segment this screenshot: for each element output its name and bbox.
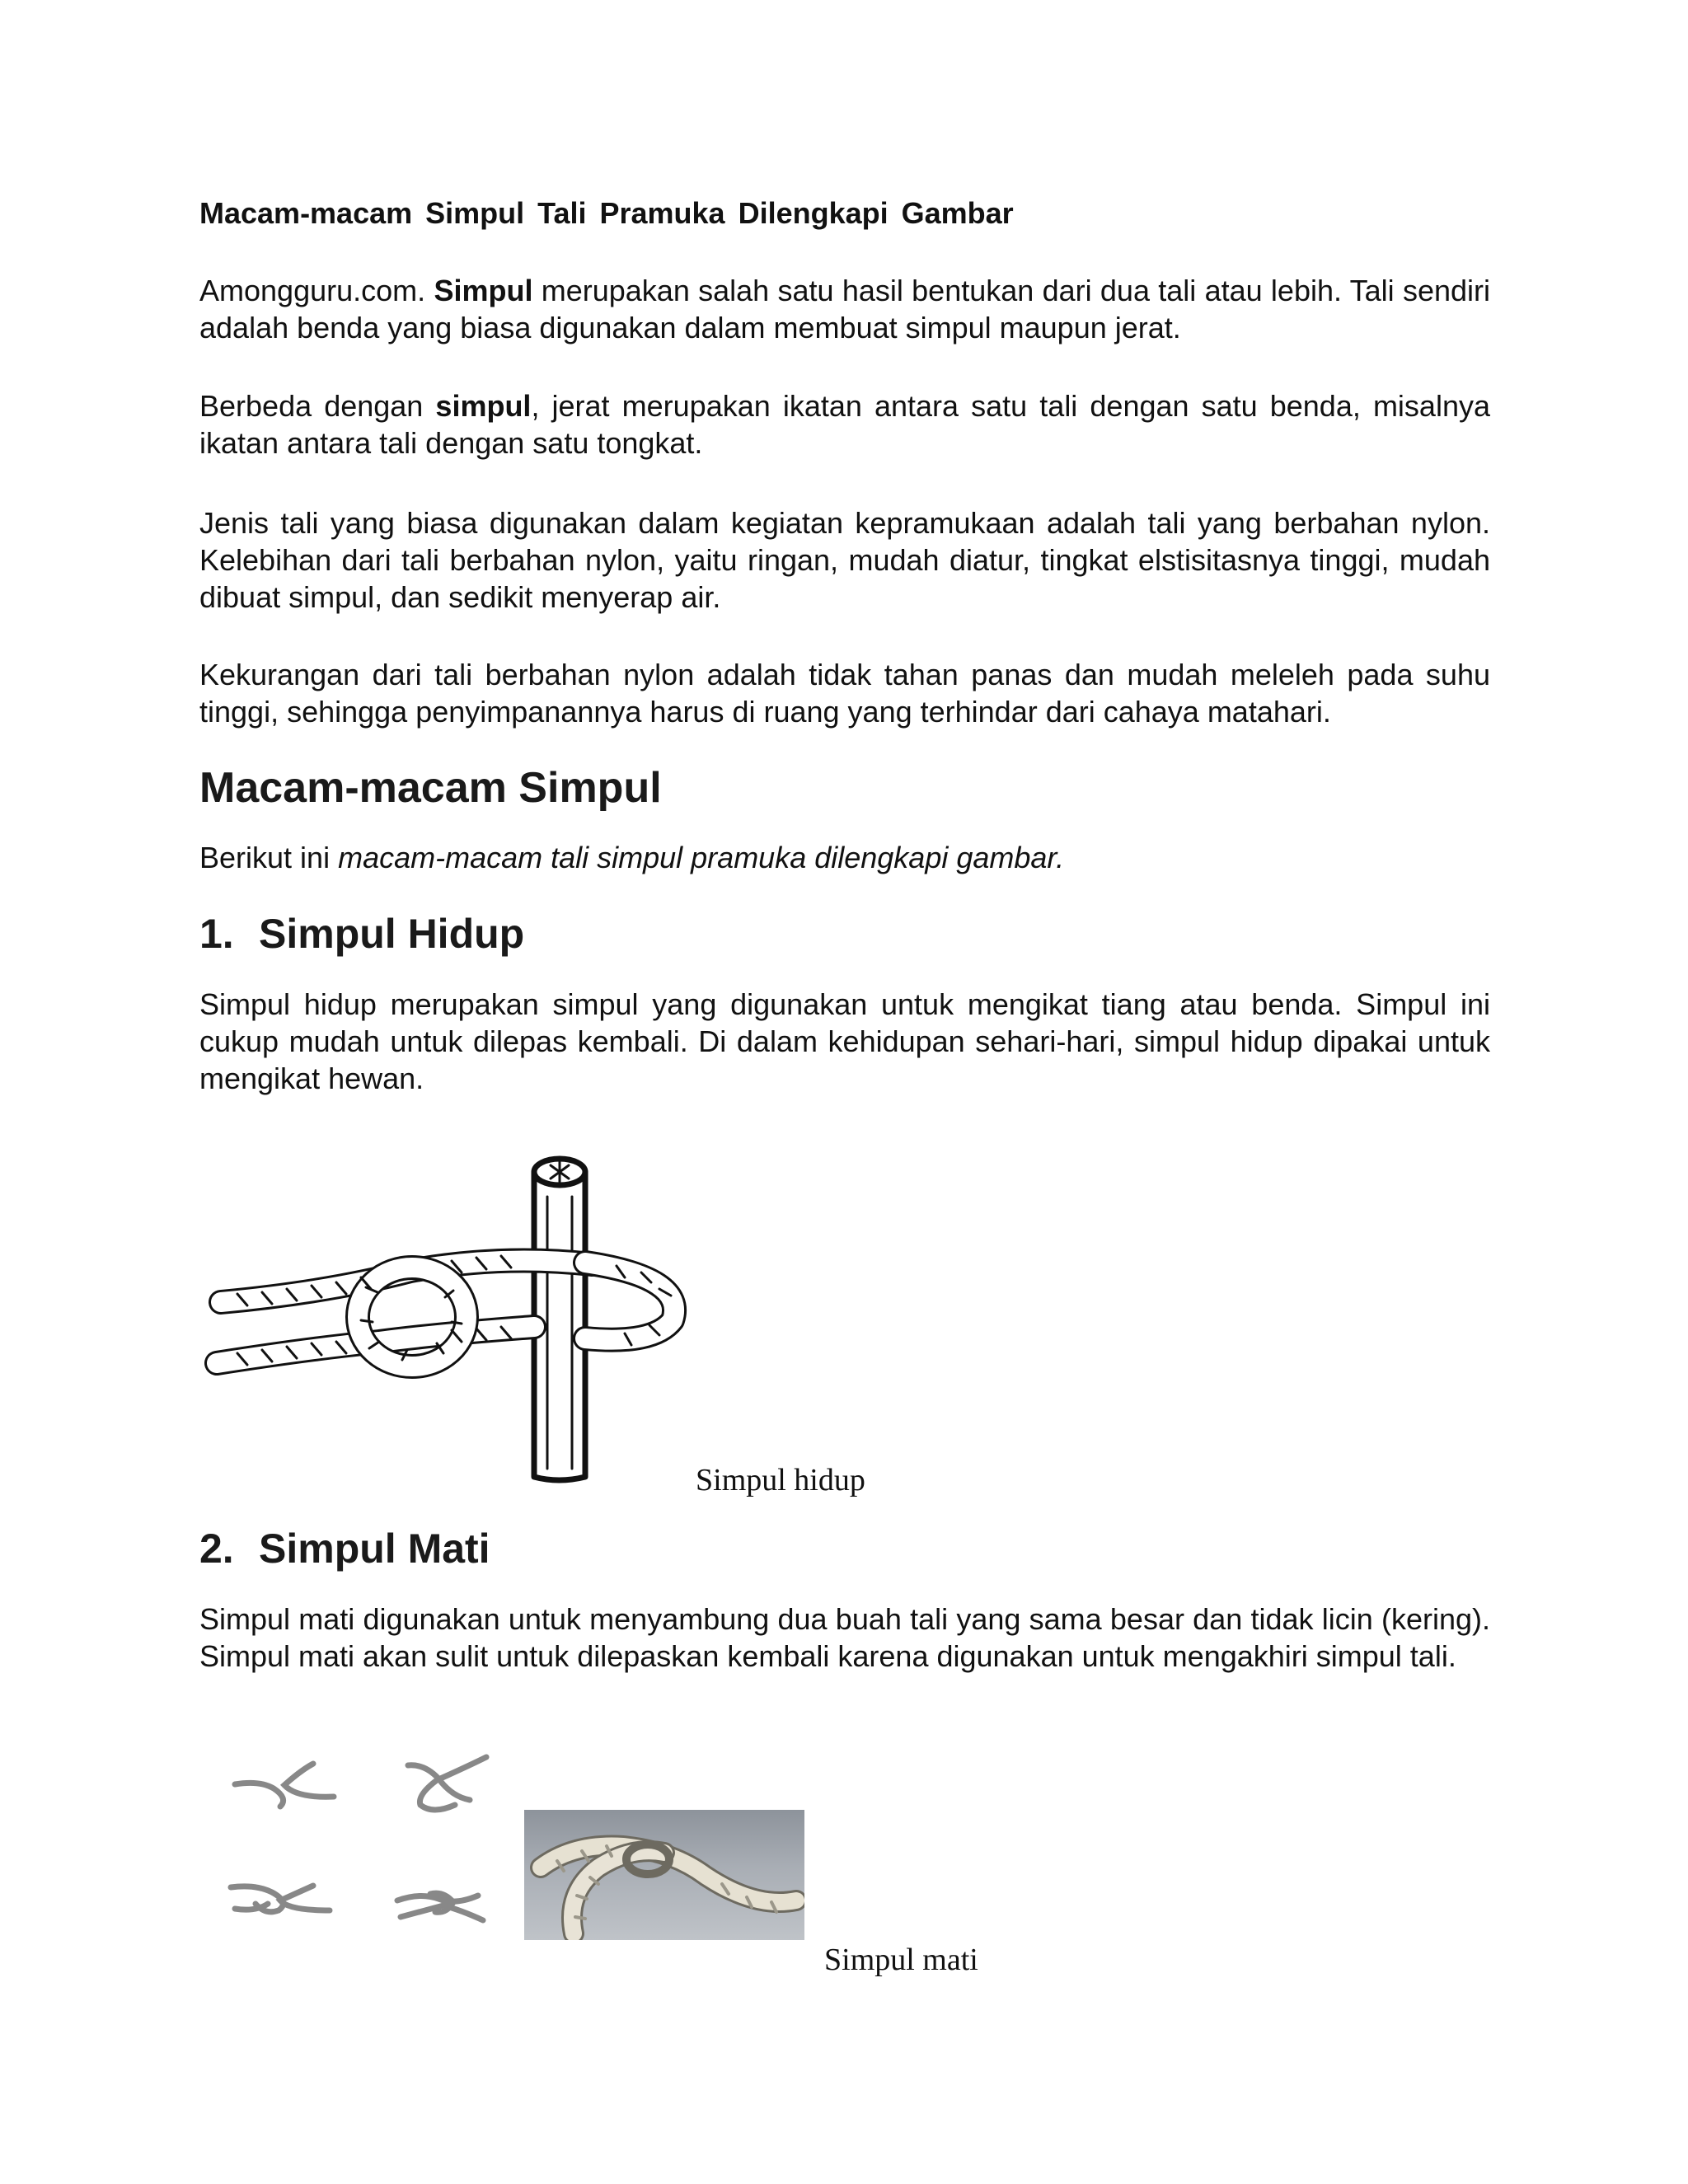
simpul-mati-steps-illustration xyxy=(223,1747,519,1953)
item-title-1: Simpul Hidup xyxy=(259,911,525,957)
simpul-hidup-illustration xyxy=(204,1147,699,1493)
item-number-2: 2. xyxy=(199,1526,234,1572)
item-heading-1 xyxy=(199,910,524,958)
simpul-mati-photo xyxy=(524,1810,804,1940)
intro-site: Amongguru.com. xyxy=(199,274,434,307)
caption-simpul-hidup: Simpul hidup xyxy=(696,1463,865,1497)
caption-simpul-mati: Simpul mati xyxy=(824,1943,978,1977)
rope-knot-photo-drawing xyxy=(524,1810,804,1940)
item-number-1: 1. xyxy=(199,911,234,957)
item-title-2: Simpul Mati xyxy=(259,1526,490,1572)
paragraph-nylon: Jenis tali yang biasa digunakan dalam kegiatan kepramukaan adalah tali yang berbahan nylon. Kelebihan dari tali berbahan nylon, yaitu ringan, mudah diatur, tingkat elstisitasnya tinggi, mudah dibuat simpul, dan sedikit menyerap air. xyxy=(199,506,1490,614)
article-title: Macam-macam Simpul Tali Pramuka Dilengkapi Gambar xyxy=(199,196,1014,230)
intro-rest: merupakan salah satu hasil bentukan dari dua tali atau lebih. Tali sendiri adalah benda yang biasa digunakan dalam membuat simpul maupun jerat. xyxy=(199,274,1490,344)
para2-bold-term: simpul xyxy=(435,389,532,423)
item-text-1: Simpul hidup merupakan simpul yang digunakan untuk mengikat tiang atau benda. Simpul ini cukup mudah untuk dilepas kembali. Di dalam kehidupan sehari-hari, simpul hidup dipakai untuk mengikat hewan. xyxy=(199,987,1490,1095)
para2-before: Berbeda dengan xyxy=(199,389,436,423)
item-text-2: Simpul mati digunakan untuk menyambung dua buah tali yang sama besar dan tidak licin (kering). Simpul mati akan sulit untuk dilepaskan kembali karena digunakan untuk mengakhiri simpul tali. xyxy=(199,1602,1490,1673)
paragraph-kekurangan: Kekurangan dari tali berbahan nylon adalah tidak tahan panas dan mudah meleleh pada suhu tinggi, sehingga penyimpanannya harus di ruang yang terhindar dari cahaya matahari. xyxy=(199,658,1490,729)
intro-bold-term: Simpul xyxy=(434,274,533,307)
para2-rest: , jerat merupakan ikatan antara satu tali dengan satu benda, misalnya ikatan antara tali dengan satu tongkat. xyxy=(199,389,1490,460)
section-heading: Macam-macam Simpul xyxy=(199,764,662,812)
item-heading-2 xyxy=(199,1525,490,1572)
section-lead-text: Berikut ini xyxy=(199,841,339,874)
section-lead xyxy=(199,839,1490,876)
section-lead-italic: macam-macam tali simpul pramuka dilengkapi gambar. xyxy=(338,841,1065,874)
intro-paragraph xyxy=(199,272,1490,346)
paragraph-jerat xyxy=(199,387,1490,462)
